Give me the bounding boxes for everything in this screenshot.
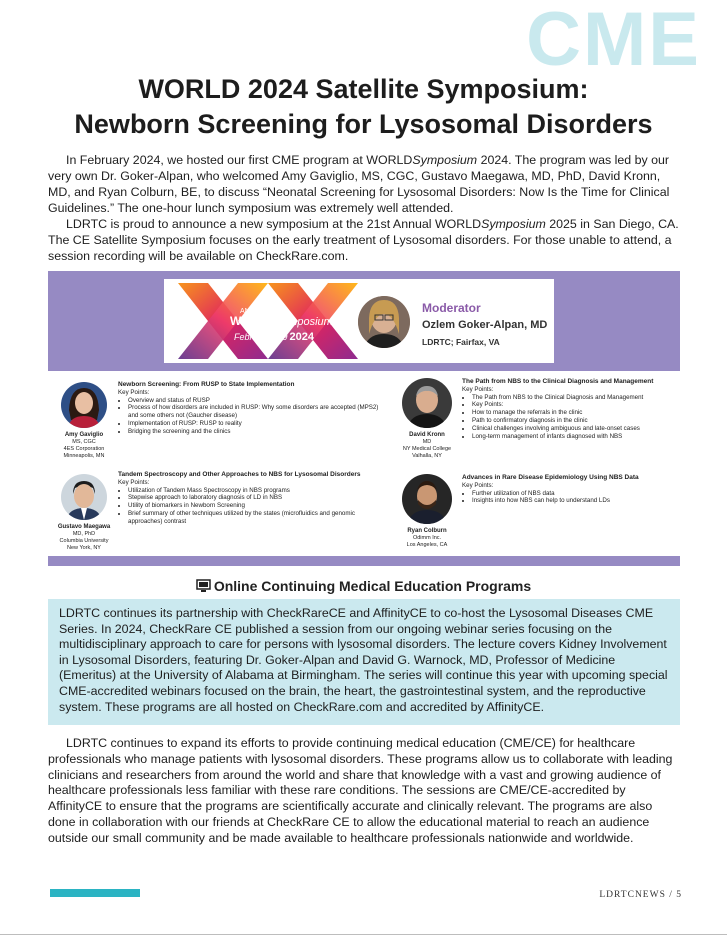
key-points-label: Key Points: (118, 478, 150, 486)
speaker-portrait (61, 474, 107, 520)
speaker-org: 4ES Corporation (63, 446, 105, 452)
speaker-location: Valhalla, NY (412, 453, 442, 459)
speaker-gustavo-maegawa (51, 474, 117, 552)
key-point: • Utility of biomarkers in Newborn Screening (128, 502, 388, 510)
logo-annual: ANNUAL (240, 308, 269, 315)
speaker-name: David Kronn (409, 432, 445, 438)
speaker-location: New York, NY (67, 545, 101, 551)
key-points-label: Key Points: (462, 385, 494, 393)
logo-brand: WORLDSymposium™ (230, 314, 339, 328)
key-point: • Brief summary of other techniques utilized by the states (microfluidics and genomic approaches) contrast (128, 510, 388, 526)
page-title (0, 72, 727, 142)
cme-watermark: CME (526, 0, 701, 82)
speaker-org: NY Medical College (402, 446, 452, 452)
topic-epidemiology (462, 474, 678, 505)
symposium-banner (48, 271, 680, 566)
topic-title: The Path from NBS to the Clinical Diagnosis and Management (462, 378, 654, 385)
intro-paragraph-1: In February 2024, we hosted our first CME program at WORLDSymposium 2024. The program was led by our very own Dr. Goker-Alpan, who welcomed Amy Gaviglio, MS, CGC, Gustavo Maegawa, MD, PhD, David Kronn, MD, and Ryan Colburn, BE, to discuss “Neonatal Screening for Lysosomal Disorders: Now Is the Time for Clinical Guidelines.” The one-hour lunch symposium was extremely well attended. (48, 153, 670, 215)
key-point: • Process of how disorders are included in RUSP: Why some disorders are accepted (MPS2) and some others not (Gaucher disease) (128, 404, 386, 420)
computer-monitor-icon (196, 579, 211, 596)
key-point: • Implementation of RUSP: RUSP to reality (128, 420, 386, 428)
key-point: • Clinical challenges involving ambiguous and late-onset cases (472, 425, 678, 433)
moderator-label: Moderator (422, 301, 481, 315)
speaker-org: Columbia University (59, 538, 109, 544)
cme-partnership-box: LDRTC continues its partnership with CheckRareCE and AffinityCE to co-host the Lysosomal Diseases CME Series. In 2024, CheckRare CE published a session from our ongoing webinar series focusing on the multidisciplinary approach to care for persons with lysosomal disorders. The lecture covers Kidney Involvement in Lysosomal Disorders, featuring Dr. Goker-Alpan and David G. Warnock, MD, Professor of Medicine (Emeritus) at the University of Alabama at Birmingham. The series will continue this year with upcoming special CME-accredited webinars focused on the brain, the heart, the gastrointestinal system, and the reproductive system. These programs are all hosted on CheckRare.com and accredited by AffinityCE. (48, 599, 680, 725)
title-line-1: WORLD 2024 Satellite Symposium: (138, 74, 589, 104)
topic-clinical-diagnosis (462, 378, 678, 440)
speaker-photo (402, 378, 452, 428)
moderator-affiliation: LDRTC; Fairfax, VA (422, 337, 500, 347)
speaker-name: Ryan Colburn (407, 528, 447, 534)
speaker-portrait (402, 474, 452, 524)
world-symposium-logo (178, 283, 358, 359)
speaker-photo (402, 474, 452, 524)
key-point: • Overview and status of RUSP (128, 397, 386, 405)
key-point: • The Path from NBS to the Clinical Diagnosis and Management (472, 394, 678, 402)
banner-purple-footer (48, 556, 680, 566)
speaker-name: Amy Gaviglio (64, 432, 104, 438)
key-points-list (462, 490, 678, 506)
key-point: • How to manage the referrals in the clinic (472, 409, 678, 417)
speaker-name: Gustavo Maegawa (57, 524, 111, 530)
bottom-divider (0, 934, 727, 935)
topic-title: Tandem Spectroscopy and Other Approaches to NBS for Lysosomal Disorders (118, 471, 361, 478)
key-point: • Stepwise approach to laboratory diagnosis of LD in NBS (128, 494, 388, 502)
moderator-name: Ozlem Goker-Alpan, MD (422, 319, 548, 331)
key-point: • Utilization of Tandem Mass Spectroscopy in NBS programs (128, 487, 388, 495)
footer-page-label: LDRTCNEWS / 5 (599, 890, 682, 900)
speaker-credential: MD, PhD (72, 531, 96, 537)
key-point: • Further utilization of NBS data (472, 490, 678, 498)
key-points-list (118, 397, 386, 436)
key-point: • Insights into how NBS can help to understand LDs (472, 497, 678, 505)
speaker-portrait (402, 378, 452, 428)
speaker-photo (61, 382, 107, 428)
logo-date: February 4–9 2024 (234, 331, 315, 343)
body-text (48, 736, 680, 847)
topic-rusp-implementation (118, 381, 386, 436)
topic-title: Advances in Rare Disease Epidemiology Using NBS Data (462, 474, 639, 481)
body-paragraph: LDRTC continues to expand its efforts to provide continuing medical education (CME/CE) for healthcare professionals who manage patients with lysosomal disorders. These programs allow us to collaborate with leading clinicians and researchers from around the world and share that knowledge with a vast and growing audience of healthcare professionals less familiar with these rare conditions. The sessions are CME/CE-accredited by AffinityCE to ensure that the programs are scientifically accurate and clinically relevant. The programs are also done in collaboration with our friends at CheckRare CE to allow the educational material to reach an audience outside our small community and be made available to healthcare professionals nationwide and worldwide. (48, 736, 673, 845)
topic-tandem-spectroscopy (118, 471, 388, 526)
intro-paragraph-2: LDRTC is proud to announce a new symposium at the 21st Annual WORLDSymposium 2025 in San Diego, CA. The CE Satellite Symposium focuses on the early treatment of Lysosomal disorders. For those unable to attend, a session recording will be available on CheckRare.com. (48, 217, 679, 263)
intro-text (48, 152, 680, 264)
speaker-org: Odimm Inc. (412, 535, 442, 541)
speaker-david-kronn (394, 378, 460, 460)
moderator-portrait (358, 296, 410, 348)
section-heading (0, 578, 727, 596)
speaker-photo (61, 474, 107, 520)
speaker-location: Minneapolis, MN (63, 453, 105, 459)
section-heading-text: Online Continuing Medical Education Programs (213, 578, 532, 594)
key-points-label: Key Points: (462, 481, 494, 489)
title-line-2: Newborn Screening for Lysosomal Disorders (74, 109, 653, 139)
key-points-list (118, 487, 388, 526)
key-point: • Key Points: (472, 401, 678, 409)
speaker-amy-gaviglio (51, 382, 117, 460)
speaker-ryan-colburn (394, 474, 460, 549)
speaker-credential: MS, CGC (72, 439, 96, 445)
key-points-list (462, 394, 678, 441)
key-points-label: Key Points: (118, 388, 150, 396)
speaker-portrait (61, 382, 107, 428)
footer-accent-bar (50, 889, 140, 897)
speaker-location: Los Angeles, CA (406, 542, 448, 548)
key-point: • Bridging the screening and the clinics (128, 428, 386, 436)
topic-title: Newborn Screening: From RUSP to State Implementation (118, 381, 295, 388)
event-card (164, 279, 554, 363)
moderator-photo (358, 296, 410, 348)
key-point: • Long-term management of infants diagnosed with NBS (472, 433, 678, 441)
key-point: • Path to confirmatory diagnosis in the clinic (472, 417, 678, 425)
speaker-credential: MD (422, 439, 432, 445)
